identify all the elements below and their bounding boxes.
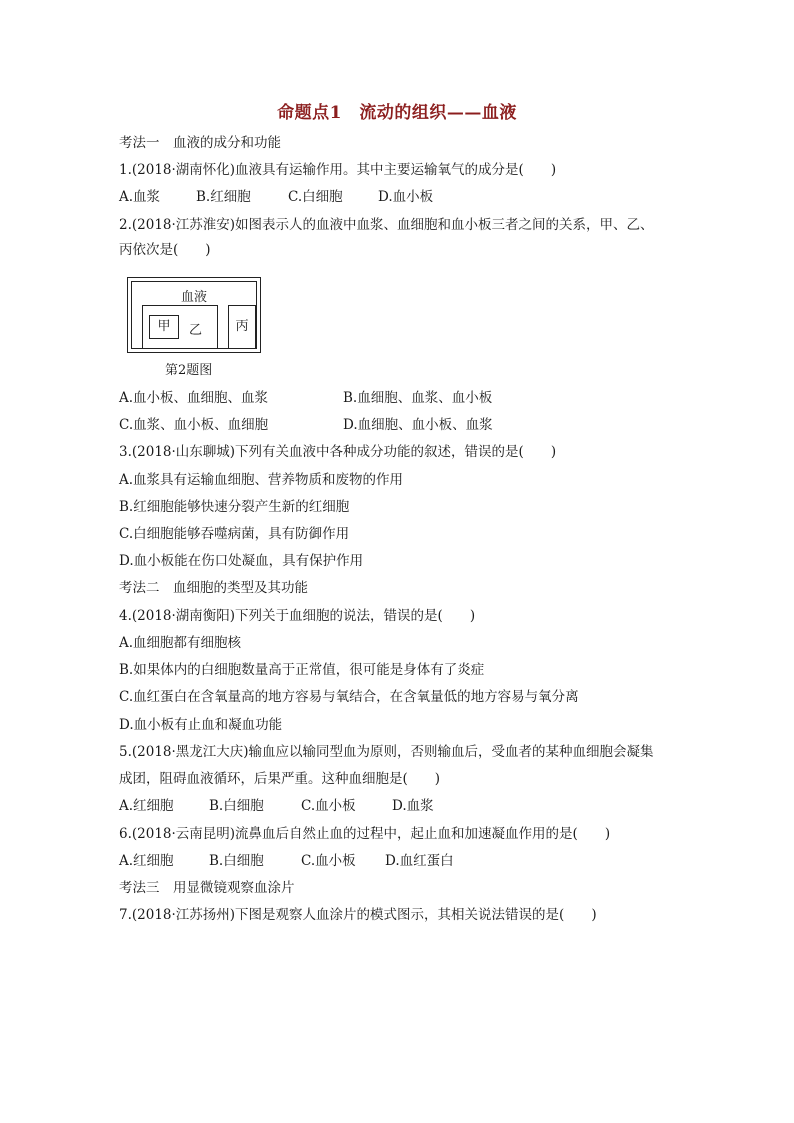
q3-option-a: A.血浆具有运输血细胞、营养物质和废物的作用 bbox=[119, 472, 404, 488]
question-5-stem-line2: 成团，阻碍血液循环，后果严重。这种血细胞是( ) bbox=[119, 771, 441, 787]
question-6-stem: 6.(2018·云南昆明)流鼻血后自然止血的过程中，起止血和加速凝血作用的是( ) bbox=[119, 826, 611, 842]
q1-option-c: C.白细胞 bbox=[288, 189, 343, 205]
q5-option-b: B.白细胞 bbox=[209, 798, 264, 814]
q2-option-d: D.血细胞、血小板、血浆 bbox=[343, 417, 493, 433]
q2-option-b: B.血细胞、血浆、血小板 bbox=[343, 390, 493, 406]
diagram-label-yi: 乙 bbox=[189, 323, 203, 338]
q2-option-c: C.血浆、血小板、血细胞 bbox=[119, 417, 269, 433]
question-5-stem-line1: 5.(2018·黑龙江大庆)输血应以输同型血为原则，否则输血后，受血者的某种血细胞会凝集 bbox=[119, 744, 654, 760]
section-heading-2: 考法二 血细胞的类型及其功能 bbox=[119, 580, 308, 596]
question-4-stem: 4.(2018·湖南衡阳)下列关于血细胞的说法，错误的是( ) bbox=[119, 608, 476, 624]
q1-option-d: D.血小板 bbox=[378, 189, 434, 205]
q3-option-d: D.血小板能在伤口处凝血，具有保护作用 bbox=[119, 553, 364, 569]
q1-option-a: A.血浆 bbox=[119, 189, 161, 205]
q6-option-d: D.血红蛋白 bbox=[385, 853, 454, 869]
question-2-stem-line2: 丙依次是( ) bbox=[119, 242, 211, 258]
question-7-stem: 7.(2018·江苏扬州)下图是观察人血涂片的模式图示，其相关说法错误的是( ) bbox=[119, 907, 597, 923]
q3-option-c: C.白细胞能够吞噬病菌，具有防御作用 bbox=[119, 526, 350, 542]
section-heading-1: 考法一 血液的成分和功能 bbox=[119, 135, 281, 151]
q4-option-a: A.血细胞都有细胞核 bbox=[119, 635, 242, 651]
diagram-box-bing: 丙 bbox=[228, 305, 256, 349]
q2-option-a: A.血小板、血细胞、血浆 bbox=[119, 390, 269, 406]
q4-option-c: C.血红蛋白在含氧量高的地方容易与氧结合，在含氧量低的地方容易与氧分离 bbox=[119, 689, 579, 705]
q1-option-b: B.红细胞 bbox=[196, 189, 251, 205]
q5-option-d: D.血浆 bbox=[392, 798, 434, 814]
q5-option-a: A.红细胞 bbox=[119, 798, 174, 814]
q4-option-d: D.血小板有止血和凝血功能 bbox=[119, 717, 283, 733]
blood-composition-diagram bbox=[127, 277, 261, 353]
page-title: 命题点1 流动的组织——血液 bbox=[277, 103, 517, 123]
diagram-box-jia: 甲 bbox=[149, 315, 179, 339]
q4-option-b: B.如果体内的白细胞数量高于正常值，很可能是身体有了炎症 bbox=[119, 662, 485, 678]
q5-option-c: C.血小板 bbox=[301, 798, 356, 814]
q6-option-b: B.白细胞 bbox=[209, 853, 264, 869]
diagram-blood-label: 血液 bbox=[180, 290, 207, 305]
section-heading-3: 考法三 用显微镜观察血涂片 bbox=[119, 880, 295, 896]
question-1-stem: 1.(2018·湖南怀化)血液具有运输作用。其中主要运输氧气的成分是( ) bbox=[119, 162, 557, 178]
question-2-stem-line1: 2.(2018·江苏淮安)如图表示人的血液中血浆、血细胞和血小板三者之间的关系，甲、乙、 bbox=[119, 217, 654, 233]
diagram-box-yi bbox=[142, 305, 218, 349]
diagram-inner-frame bbox=[131, 281, 257, 349]
q3-option-b: B.红细胞能够快速分裂产生新的红细胞 bbox=[119, 499, 350, 515]
q6-option-c: C.血小板 bbox=[301, 853, 356, 869]
q6-option-a: A.红细胞 bbox=[119, 853, 174, 869]
question-3-stem: 3.(2018·山东聊城)下列有关血液中各种成分功能的叙述，错误的是( ) bbox=[119, 444, 557, 460]
diagram-caption: 第2题图 bbox=[165, 363, 213, 378]
